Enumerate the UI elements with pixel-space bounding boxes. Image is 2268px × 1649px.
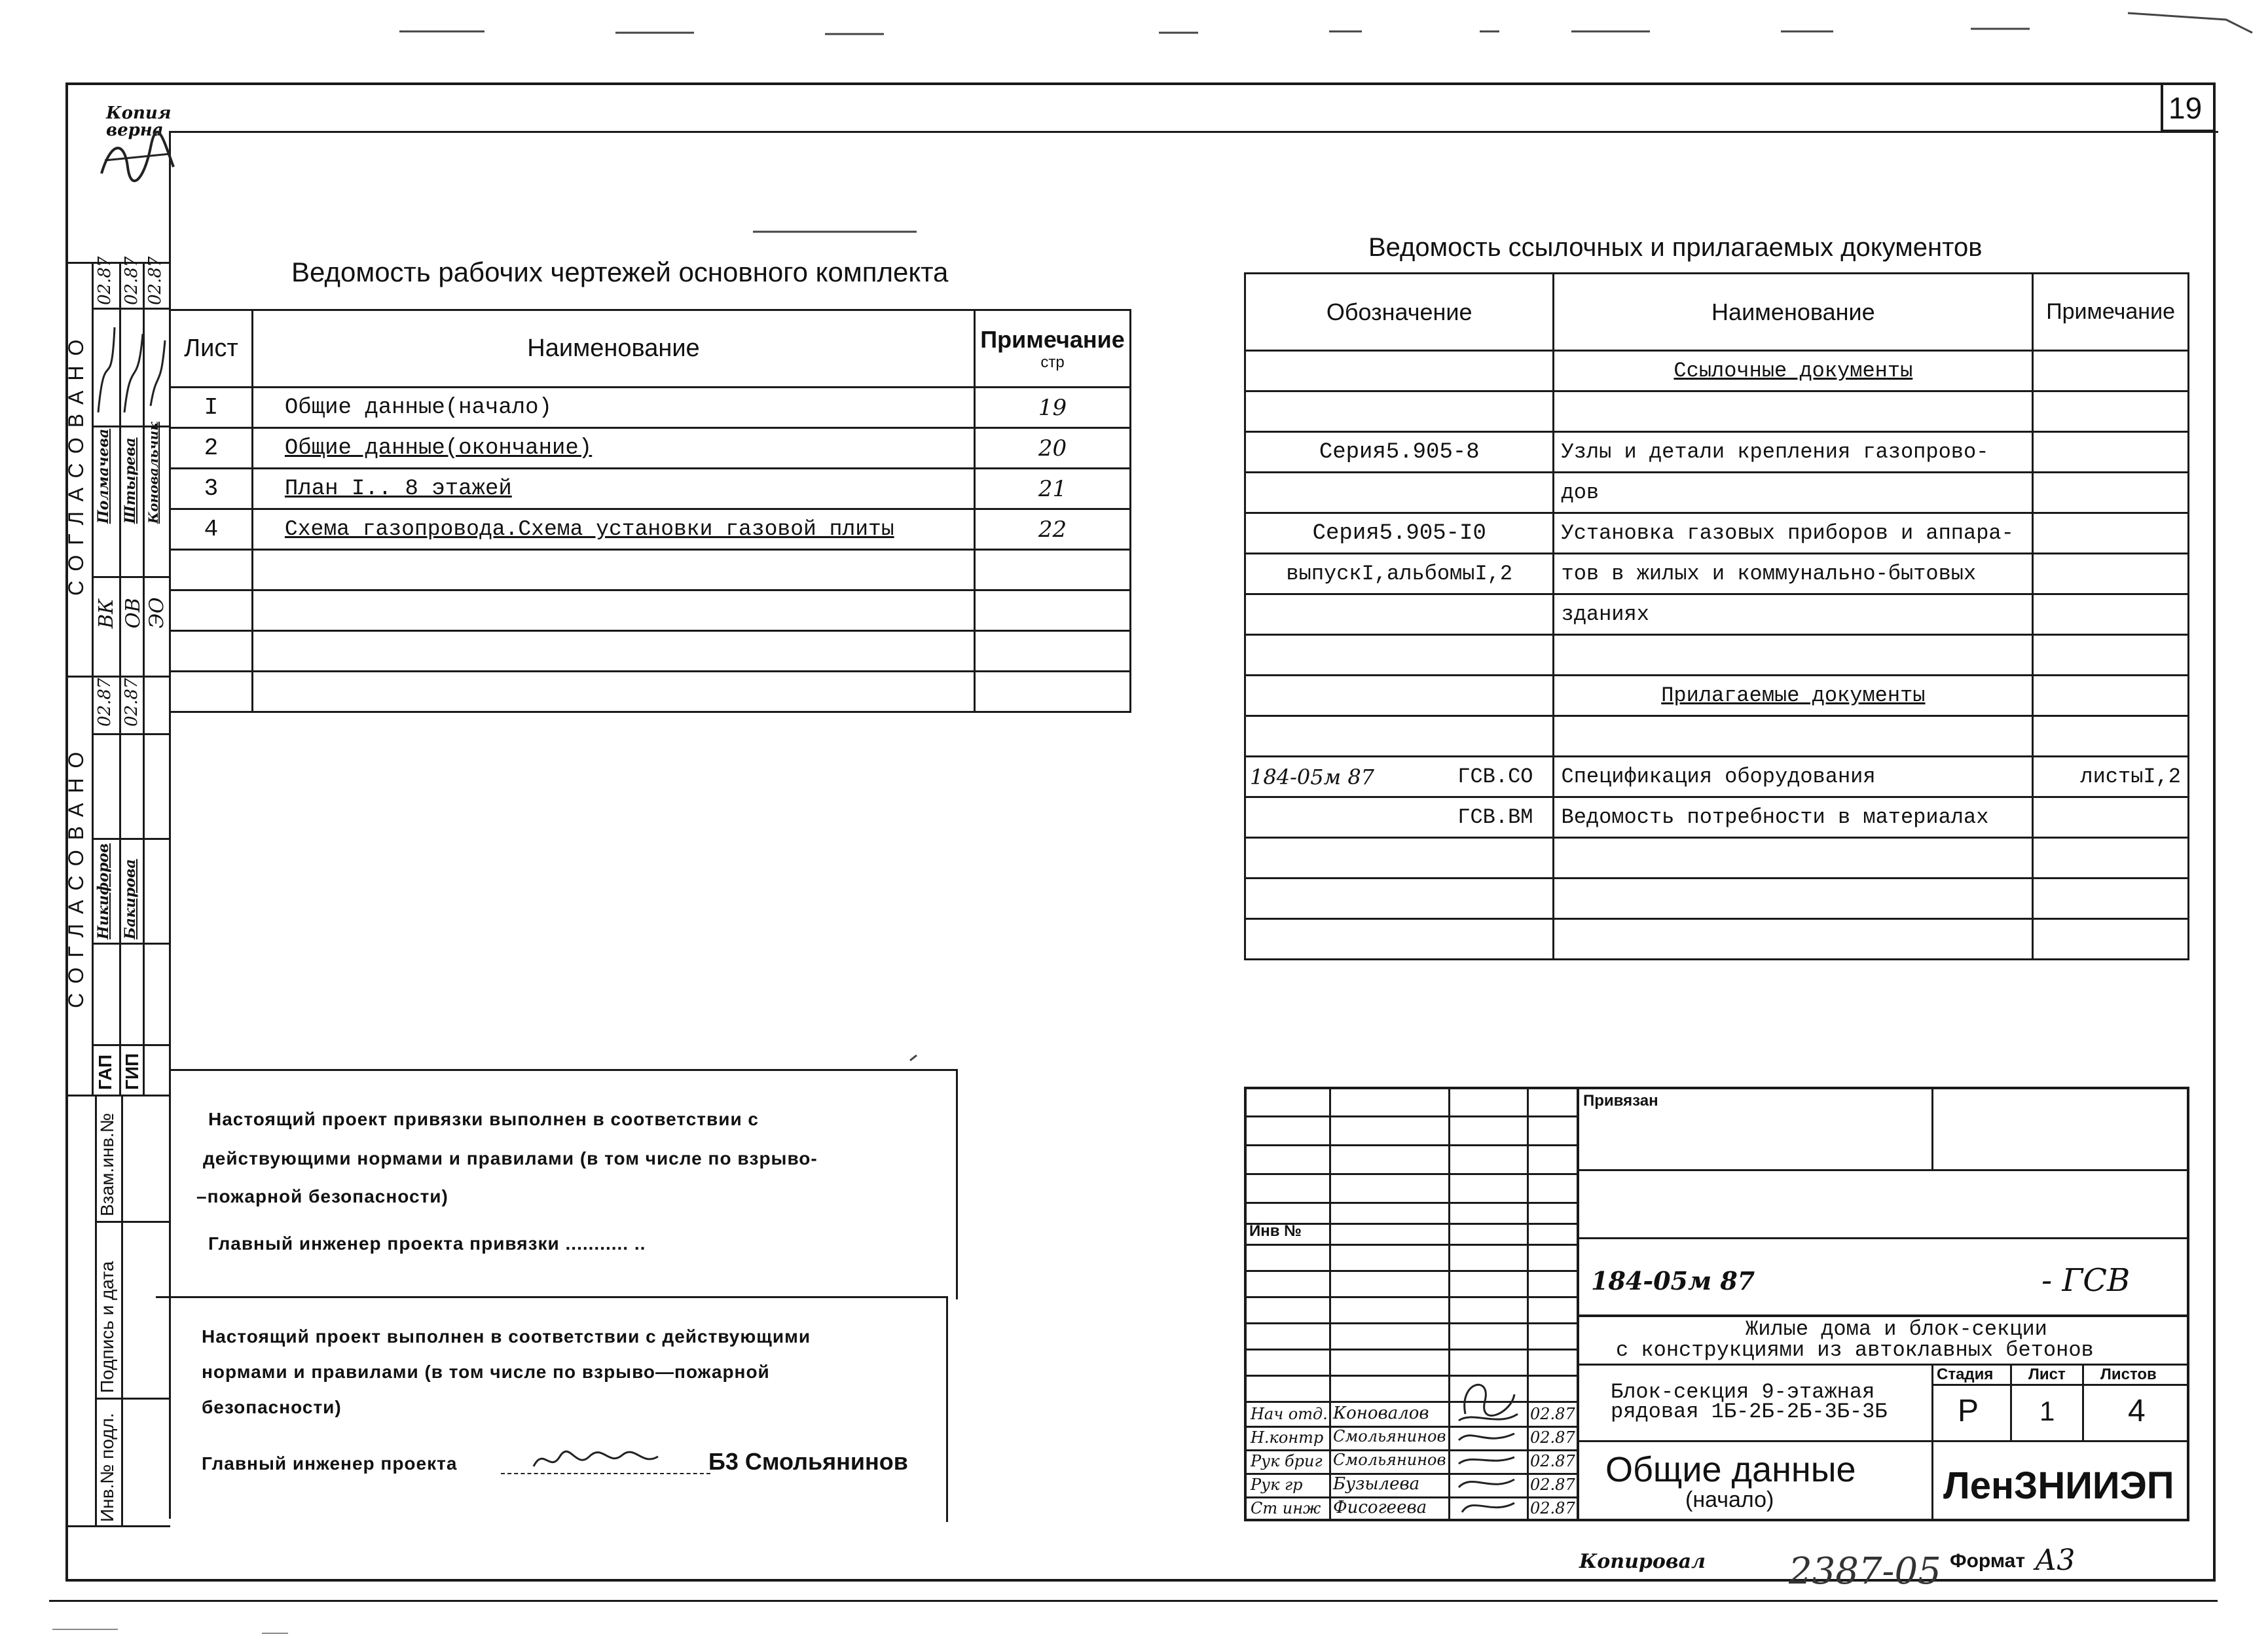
project-engineer-label: Главный инженер проекта [202, 1453, 458, 1474]
signer-name: Бузылева [1333, 1474, 1420, 1494]
signer-name: Фиcогеева [1333, 1498, 1427, 1517]
ref-name: дов [1554, 473, 2033, 513]
signer-name: Коновалов [1333, 1404, 1429, 1423]
role-gap: ГАП [95, 1054, 115, 1090]
row-sheet: 2 [170, 428, 253, 469]
signer-name: Смольянинов [1333, 1427, 1446, 1445]
project-note-line3: безопасности) [202, 1397, 342, 1417]
agreed-label-1: СОГЛАСОВАНО [64, 329, 88, 596]
sheet-subtitle: (начало) [1685, 1487, 1774, 1512]
project-engineer-name: Б3 Смольянинов [708, 1448, 908, 1475]
section-attached-label: Прилагаемые документы [1554, 676, 2033, 716]
ref-name: зданиях [1554, 594, 2033, 635]
sheet-value: 1 [2039, 1396, 2055, 1426]
signer-date: 02.87 [1530, 1452, 1575, 1470]
project-note-line1: Настоящий проект выполнен в соответствии с действующими [202, 1326, 811, 1347]
row-page: 21 [975, 469, 1131, 509]
row-page: 19 [975, 388, 1131, 428]
project-name-2: с конструкциями из автоклавных бетонов [1616, 1338, 2094, 1362]
format-value: А3 [2035, 1544, 2076, 1577]
agreed1-date: 02.87 [145, 256, 165, 305]
copied-label: Копировал [1579, 1550, 1706, 1573]
ref-name: Установка газовых приборов и аппара- [1554, 513, 2033, 554]
col-header-note-sub: стр [1040, 353, 1065, 371]
binding-engineer-label: Главный инженер проекта привязки ........... .. [208, 1233, 646, 1254]
sheet-title: Общие данные [1605, 1450, 1856, 1489]
row-sheet: 3 [170, 469, 253, 509]
agreed1-date: 02.87 [95, 256, 115, 305]
format-label: Формат [1950, 1550, 2026, 1572]
agreed2-name: Никифоров [95, 843, 112, 939]
stamp-inv-original: Инв.№ подл. [97, 1413, 117, 1522]
col-header-name: Наименование [252, 310, 974, 388]
binding-note-line1: Настоящий проект привязки выполнен в соответствии с [208, 1109, 759, 1129]
row-page: 22 [975, 509, 1131, 550]
stage-label: Стадия [1937, 1366, 1994, 1383]
signer-date: 02.87 [1530, 1405, 1575, 1423]
col-header-note: Примечание [2033, 274, 2189, 351]
row-sheet: 4 [170, 509, 253, 550]
copy-stamp-line1: Копия [106, 103, 172, 123]
agreed1-date: 02.87 [122, 256, 141, 305]
reference-docs-title: Ведомость ссылочных и прилагаемых документов [1368, 233, 1983, 262]
col-header-designation: Обозначение [1245, 274, 1554, 351]
sheets-value: 4 [2128, 1394, 2146, 1428]
agreed2-date: 02.87 [122, 678, 141, 727]
row-name: Схема газопровода.Схема установки газовой плиты [252, 509, 974, 550]
agreed1-name: Коновальчик [145, 422, 161, 524]
signer-role: Н.контр [1251, 1428, 1324, 1447]
row-name: План I.. 8 этажей [252, 469, 974, 509]
sheet-number: 19 [2168, 91, 2203, 125]
signer-role: Рук гр [1251, 1476, 1303, 1494]
ref-designation: Серия5.905-8 [1245, 432, 1554, 473]
row-name: Общие данные(начало) [252, 388, 974, 428]
agreed2-name: Бакирова [122, 859, 139, 939]
row-sheet: I [170, 388, 253, 428]
ref-designation: выпускI,альбомыI,2 [1245, 554, 1554, 594]
project-suffix: - ГСВ [2041, 1262, 2131, 1299]
attached-designation: ГСВ.СО [1457, 764, 1533, 789]
ref-name: тов в жилых и коммунально-бытовых [1554, 554, 2033, 594]
archive-number: 2387-05 [1789, 1550, 1941, 1593]
attached-name: Ведомость потребности в материалах [1554, 797, 2033, 838]
signer-date: 02.87 [1530, 1499, 1575, 1517]
col-header-sheet: Лист [170, 310, 253, 388]
signer-role: Ст инж [1251, 1499, 1321, 1517]
signer-date: 02.87 [1530, 1476, 1575, 1494]
signer-role: Нач отд. [1251, 1405, 1328, 1423]
sheet-label: Лист [2028, 1366, 2066, 1383]
role-gip: ГИП [122, 1053, 142, 1090]
col-header-note-label: Примечание [980, 325, 1125, 353]
inv-label: Инв № [1249, 1222, 1302, 1240]
organization-name: ЛенЗНИИЭП [1943, 1464, 2174, 1507]
sheets-label: Листов [2100, 1366, 2157, 1383]
ref-designation: Серия5.905-I0 [1245, 513, 1554, 554]
object-name-2: рядовая 1Б-2Б-2Б-3Б-3Б [1611, 1400, 1888, 1424]
signer-role: Рук бриг [1251, 1452, 1323, 1470]
copy-stamp-line2: верна [106, 120, 164, 140]
agreed1-name: Полмачева [95, 428, 112, 524]
binding-note-line2: действующими нормами и правилами (в том числе по взрыво- [203, 1148, 818, 1169]
agreed1-org: ОВ [122, 598, 145, 628]
attached-code: 184-05м 87 [1250, 764, 1375, 789]
signer-name: Смольянинов [1333, 1451, 1446, 1469]
ref-name: Узлы и детали крепления газопрово- [1554, 432, 2033, 473]
project-code: 184-05м 87 [1591, 1266, 1755, 1296]
attached-note: листыI,2 [2033, 757, 2189, 797]
binding-note-line3: –пожарной безопасности) [196, 1186, 448, 1206]
agreed-label-2: СОГЛАСОВАНО [64, 742, 88, 1008]
project-name-1: Жилые дома и блок-секции [1746, 1317, 2047, 1341]
stamp-replacement-inv: Взам.инв.№ [97, 1113, 117, 1216]
agreed1-org: ВК [95, 598, 118, 628]
signer-date: 02.87 [1530, 1428, 1575, 1447]
stamp-signature-date: Подпись и дата [97, 1261, 117, 1393]
agreed2-date: 02.87 [95, 678, 115, 727]
agreed1-org: ЭО [145, 597, 168, 628]
col-header-name: Наименование [1554, 274, 2033, 351]
agreed1-name: Штырева [122, 437, 139, 524]
row-name: Общие данные(окончание) [252, 428, 974, 469]
object-name-1: Блок-секция 9-этажная [1611, 1380, 1875, 1404]
stage-value: Р [1958, 1394, 1979, 1428]
bound-label: Привязан [1583, 1092, 1658, 1110]
attached-designation: ГСВ.ВМ [1457, 805, 1533, 829]
project-note-line2: нормами и правилами (в том числе по взрыво—пожарной [202, 1362, 770, 1382]
attached-name: Спецификация оборудования [1554, 757, 2033, 797]
row-page: 20 [975, 428, 1131, 469]
section-ref-label: Ссылочные документы [1554, 351, 2033, 391]
working-drawings-title: Ведомость рабочих чертежей основного комплекта [291, 257, 949, 287]
